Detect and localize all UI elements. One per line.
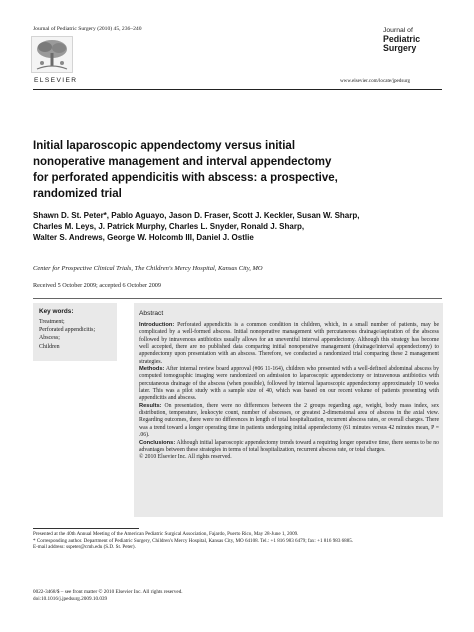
footnote-email[interactable]: E-mail address: sspeter@cmh.edu (S.D. St. Peter). [33,544,136,551]
keyword-item: Treatment; [39,319,65,325]
results-label: Results: [139,402,162,409]
keywords-heading: Key words: [39,308,74,315]
received-dates: Received 5 October 2009; accepted 6 October 2009 [33,282,161,289]
abstract-body [139,322,439,462]
journal-masthead [383,26,420,53]
conclusions-text: Although initial laparoscopic appendectomy trends toward a requiring longer operative time, there seems to be no advantages between these strategies in terms of total hospitalization, recurrent abscess rate, or total charges. [139,439,439,453]
introduction-text: Perforated appendicitis is a common condition in children, which, in a small number of patients, may be complicated by a well-formed abscess. Initial nonoperative management with percutaneous drainage/aspiration of the abscess followed by intravenous antibiotics usually allows for an uneventful interval appendectomy. Although this strategy has become well accepted, there are no published data comparing initial nonoperative management (drainage/interval appendectomy) to appendectomy upon presentation with an abscess. Therefore, we conducted a randomized trial comparing these 2 management strategies. [139,322,439,365]
article-title [33,138,443,202]
footnote-corresponding: * Corresponding author. Department of Pediatric Surgery, Children's Mercy Hospital, Kansas City, MO 64108. Tel.: +1 816 983 6479; fax: +1 816 983 6885. [33,537,354,544]
keyword-item: Perforated appendicitis; [39,327,96,334]
journal-reference: Journal of Pediatric Surgery (2010) 45, 236–240 [33,26,142,32]
title-line: Initial laparoscopic appendectomy versus initial [33,140,296,152]
keyword-item: Abscess; [39,335,60,342]
author-line: Walter S. Andrews, George W. Holcomb III, Daniel J. Ostlie [33,233,254,242]
page-footer [33,589,183,604]
author-line: Charles M. Leys, J. Patrick Murphy, Charles L. Snyder, Ronald J. Sharp, [33,222,305,231]
doi-line[interactable]: doi:10.1016/j.jpedsurg.2009.10.039 [33,596,108,603]
conclusions-label: Conclusions: [139,439,176,446]
affiliation: Center for Prospective Clinical Trials, The Children's Mercy Hospital, Kansas City, MO [33,265,263,272]
author-line: Shawn D. St. Peter*, Pablo Aguayo, Jason D. Fraser, Scott J. Keckler, Susan W. Sharp, [33,211,360,220]
header-divider [33,89,442,90]
keyword-item: Children [39,343,60,350]
keywords-list [39,318,95,351]
issn-line: 0022-3468/$ – see front matter © 2010 Elsevier Inc. All rights reserved. [33,589,183,595]
abstract-heading: Abstract [139,310,164,317]
footnote-presented: Presented at the 40th Annual Meeting of the American Pediatric Surgical Association, Fajardo, Puerto Rico, May 28-June 1, 2009. [33,531,299,537]
abstract-results [139,403,439,440]
abstract-methods [139,366,439,403]
title-line: randomized trial [33,188,122,200]
journal-title-line3: Surgery [383,43,417,53]
title-line: nonoperative management and interval appendectomy [33,156,332,168]
journal-url[interactable]: www.elsevier.com/locate/jpedsurg [340,78,411,84]
journal-title-line1: Journal of [383,27,413,34]
abstract-introduction [139,322,439,366]
footnotes [33,531,443,551]
author-list [33,210,443,243]
abstract-copyright: © 2010 Elsevier Inc. All rights reserved. [139,454,232,461]
methods-text: After internal review board approval (#06 11-164), children who presented with a well-defined abdominal abscess by computed tomographic imaging were randomized on admission to laparoscopic appendectomy or intravenous antibiotics with percutaneous drainage of the abscess (when possible), followed by interval laparoscopic appendectomy approximately 10 weeks later. This was a pilot study with a sample size of 40, which was based on our recent volume of patients presenting with appendicitis and abscess. [139,366,439,402]
journal-title-line2: Pediatric [383,34,421,44]
introduction-label: Introduction: [139,322,175,328]
results-text: On presentation, there were no differences between the 2 groups regarding age, weight, body mass index, sex distribution, temperature, leukocyte count, number of abscesses, or greatest 2-dimensional area of abscess in the axial view. Regarding outcomes, there were no differences in length of total hospitalization, recurrent abscess rates, or overall charges. There was a trend toward a longer operating time in patients undergoing initial appendectomy (61 minutes versus 42 minutes mean, P = .06). [139,402,439,439]
elsevier-tree-logo-icon [31,36,73,73]
publisher-logo-text: ELSEVIER [34,77,78,84]
footnote-divider [33,528,139,529]
title-line: for perforated appendicitis with abscess: a prospective, [33,172,338,184]
abstract-conclusions [139,440,439,455]
section-divider [33,298,442,299]
methods-label: Methods: [139,366,165,373]
